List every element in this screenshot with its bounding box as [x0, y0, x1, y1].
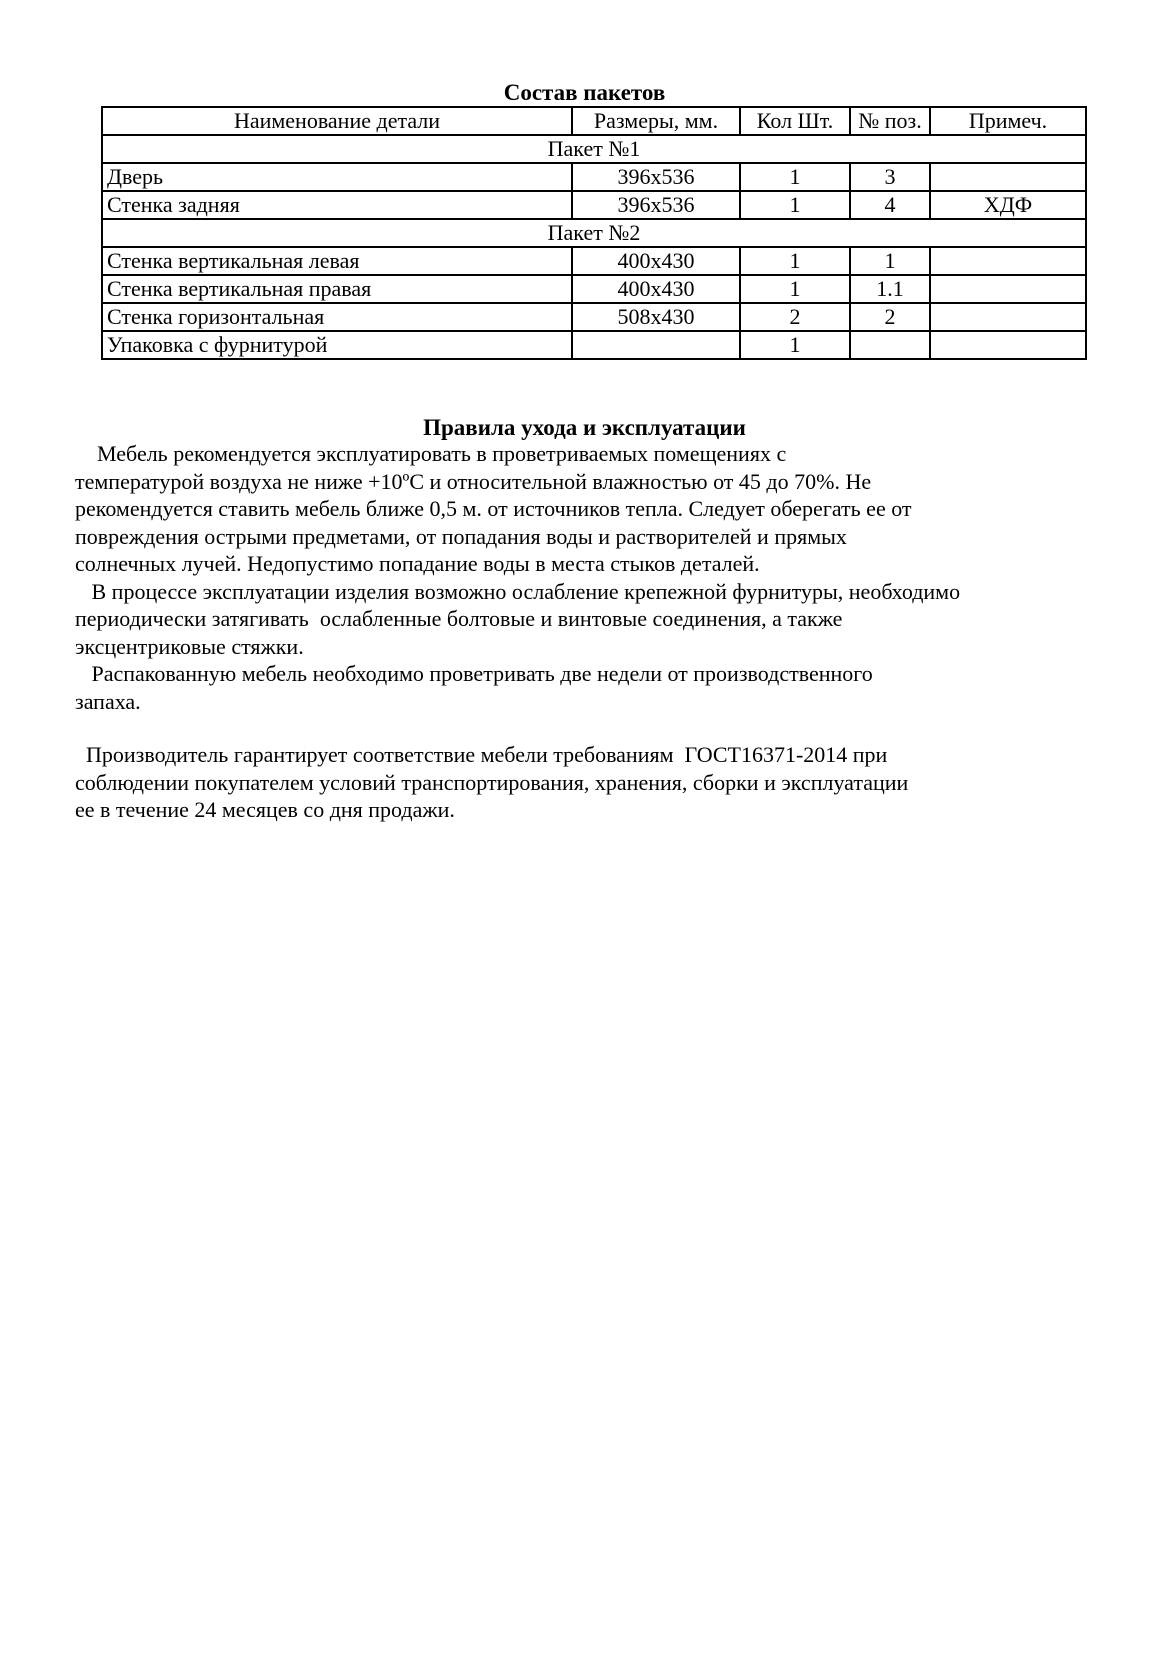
table-row — [102, 191, 1086, 219]
text-line: соблюдении покупателем условий транспортирования, хранения, сборки и эксплуатации — [75, 769, 909, 795]
package-header-row — [102, 135, 1086, 163]
cell-name: Дверь — [102, 163, 572, 191]
paragraph-fittings — [75, 578, 1115, 661]
table-row — [102, 163, 1086, 191]
care-text — [75, 440, 1115, 824]
cell-qty: 1 — [740, 163, 850, 191]
package-1-title: Пакет №1 — [102, 135, 1086, 163]
header-note: Примеч. — [930, 107, 1086, 135]
package-2-title: Пакет №2 — [102, 219, 1086, 247]
table-row — [102, 275, 1086, 303]
cell-name: Упаковка с фурнитурой — [102, 331, 572, 359]
text-line: ее в течение 24 месяцев со дня продажи. — [75, 797, 455, 822]
packages-table — [101, 106, 1087, 360]
cell-size: 400х430 — [572, 247, 740, 275]
packages-title: Состав пакетов — [503, 80, 666, 105]
cell-note — [930, 163, 1086, 191]
cell-qty: 1 — [740, 331, 850, 359]
paragraph-ventilation — [75, 660, 1115, 715]
cell-pos: 4 — [850, 191, 930, 219]
table-row — [102, 331, 1086, 359]
package-header-row — [102, 219, 1086, 247]
text-line: температурой воздуха не ниже +10ºС и относительной влажностью от 45 до 70%. Не — [75, 468, 872, 494]
cell-note — [930, 331, 1086, 359]
cell-note — [930, 303, 1086, 331]
text-line: эксцентриковые стяжки. — [75, 633, 304, 659]
cell-size: 508х430 — [572, 303, 740, 331]
cell-pos: 1 — [850, 247, 930, 275]
text-line: В процессе эксплуатации изделия возможно ослабление крепежной фурнитуры, необходимо — [75, 578, 961, 604]
text-line: Мебель рекомендуется эксплуатировать в проветриваемых помещениях с — [75, 441, 787, 466]
text-line: периодически затягивать ослабленные болтовые и винтовые соединения, а также — [75, 606, 843, 631]
header-size: Размеры, мм. — [572, 107, 740, 135]
table-header-row — [102, 107, 1086, 135]
cell-note — [930, 247, 1086, 275]
text-line: Производитель гарантирует соответствие мебели требованиям ГОСТ16371-2014 при — [75, 742, 888, 767]
paragraph-care — [75, 440, 1115, 578]
text-line: повреждения острыми предметами, от попадания воды и растворителей и прямых — [75, 523, 847, 549]
cell-qty: 1 — [740, 191, 850, 219]
text-line: рекомендуется ставить мебель ближе 0,5 м. от источников тепла. Следует оберегать ее от — [75, 496, 912, 521]
cell-size: 400х430 — [572, 275, 740, 303]
text-line: солнечных лучей. Недопустимо попадание воды в места стыков деталей. — [75, 551, 760, 576]
cell-pos — [850, 331, 930, 359]
cell-pos: 3 — [850, 163, 930, 191]
header-pos: № поз. — [850, 107, 930, 135]
cell-size: 396х536 — [572, 191, 740, 219]
cell-size: 396х536 — [572, 163, 740, 191]
cell-size — [572, 331, 740, 359]
header-name: Наименование детали — [102, 107, 572, 135]
cell-name: Стенка вертикальная правая — [102, 275, 572, 303]
cell-pos: 2 — [850, 303, 930, 331]
cell-note: ХДФ — [930, 191, 1086, 219]
table-row — [102, 303, 1086, 331]
text-line: Распакованную мебель необходимо проветривать две недели от производственного — [75, 661, 873, 686]
paragraph-warranty — [75, 741, 1115, 824]
cell-qty: 1 — [740, 247, 850, 275]
cell-name: Стенка задняя — [102, 191, 572, 219]
text-line: запаха. — [75, 688, 141, 714]
cell-name: Стенка горизонтальная — [102, 303, 572, 331]
cell-qty: 2 — [740, 303, 850, 331]
cell-qty: 1 — [740, 275, 850, 303]
cell-name: Стенка вертикальная левая — [102, 247, 572, 275]
header-qty: Кол Шт. — [740, 107, 850, 135]
cell-pos: 1.1 — [850, 275, 930, 303]
table-row — [102, 247, 1086, 275]
care-title: Правила ухода и эксплуатации — [423, 415, 746, 440]
cell-note — [930, 275, 1086, 303]
